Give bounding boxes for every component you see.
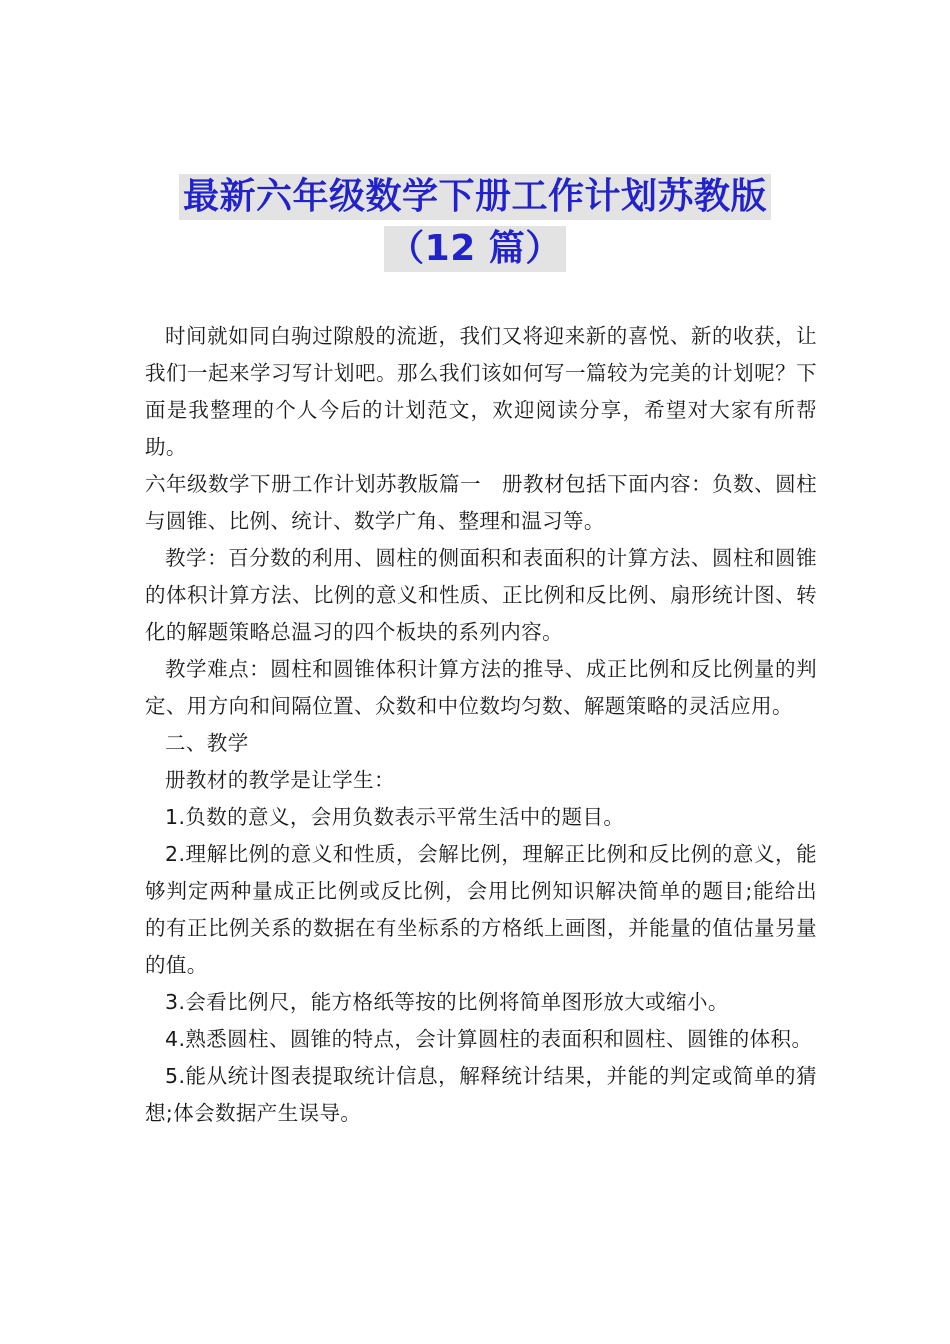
- teaching-paragraph: 教学：百分数的利用、圆柱的侧面积和表面积的计算方法、圆柱和圆锥的体积计算方法、比例的意义和性质、正比例和反比例、扇形统计图、转化的解题策略总温习的四个板块的系列内容。: [145, 546, 817, 644]
- title-line-1: 最新六年级数学下册工作计划苏教版: [179, 174, 771, 220]
- list-item: 5.能从统计图表提取统计信息，解释统计结果，并能的判定或简单的猜想;体会数据产生误导。: [145, 1064, 817, 1125]
- list-item: 4.熟悉圆柱、圆锥的特点，会计算圆柱的表面积和圆柱、圆锥的体积。: [165, 1027, 813, 1051]
- difficulty-paragraph: 教学难点：圆柱和圆锥体积计算方法的推导、成正比例和反比例量的判定、用方向和间隔位置、众数和中位数均匀数、解题策略的灵活应用。: [145, 657, 817, 718]
- section-one-paragraph: 六年级数学下册工作计划苏教版篇一 册教材包括下面内容：负数、圆柱与圆锥、比例、统计、数学广角、整理和温习等。: [145, 472, 817, 533]
- intro-paragraph: 时间就如同白驹过隙般的流逝，我们又将迎来新的喜悦、新的收获，让我们一起来学习写计划吧。那么我们该如何写一篇较为完美的计划呢？下面是我整理的个人今后的计划范文，欢迎阅读分享，希望对大家有所帮助。: [145, 324, 817, 459]
- goal-intro-paragraph: 册教材的教学是让学生：: [165, 768, 395, 792]
- section-heading: 二、教学: [165, 731, 249, 755]
- document-body: [145, 318, 817, 1132]
- list-item: 1.负数的意义，会用负数表示平常生活中的题目。: [165, 805, 625, 829]
- title-line-2: （12 篇）: [384, 226, 566, 272]
- document-title: [0, 174, 950, 278]
- list-item: 2.理解比例的意义和性质，会解比例，理解正比例和反比例的意义，能够判定两种量成正比例或反比例，会用比例知识解决简单的题目;能给出的有正比例关系的数据在有坐标系的方格纸上画图，并能量的值估量另量的值。: [145, 842, 817, 977]
- list-item: 3.会看比例尺，能方格纸等按的比例将简单图形放大或缩小。: [165, 990, 729, 1014]
